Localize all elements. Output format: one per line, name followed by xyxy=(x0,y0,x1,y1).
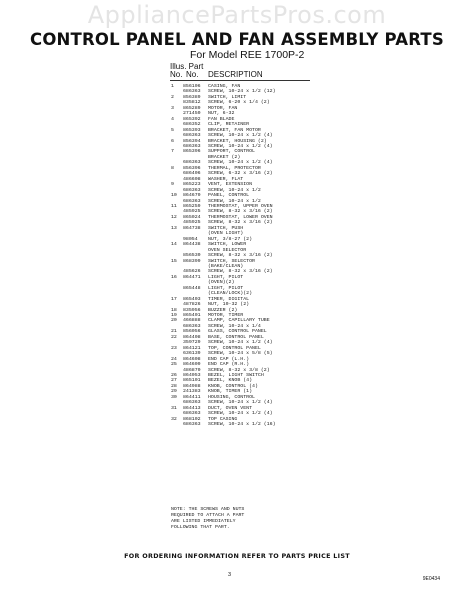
part-number: 864670 xyxy=(183,193,201,199)
part-number: 868399 xyxy=(183,258,201,264)
illus-number: 23 xyxy=(171,345,177,351)
part-number: 864408 xyxy=(183,334,201,340)
part-description: KNOB, TIMER (1) xyxy=(208,389,253,395)
part-description: SWITCH, LOWER xyxy=(208,242,247,248)
illus-number: 13 xyxy=(171,225,177,231)
part-description: SCREW, 10-24 x 1/2 (4) xyxy=(208,411,273,417)
illus-number: 28 xyxy=(171,383,177,389)
illus-number: 10 xyxy=(171,193,177,199)
illus-number: 27 xyxy=(171,378,177,384)
part-description: BRACKET, HOUSING (2) xyxy=(208,138,267,144)
part-number: 856389 xyxy=(183,94,201,100)
part-description: CLAMP, CAPILLARY TUBE xyxy=(208,318,270,324)
part-number: 865403 xyxy=(183,296,201,302)
part-description: SCREW, 10-24 x 1/2 (4) xyxy=(208,160,273,166)
part-number: 686363 xyxy=(183,187,201,193)
part-description: HOUSING, CONTROL xyxy=(208,394,255,400)
note-line: NOTE: THE SCREWS AND NUTS xyxy=(171,507,245,512)
part-description: PANEL, CONTROL xyxy=(208,193,250,199)
part-description: SCREW, 8-32 x 3/8 (2) xyxy=(208,367,270,373)
part-number: 868102 xyxy=(183,416,201,422)
part-description: SCREW, 10-24 x 1/2 (4) xyxy=(208,340,273,346)
column-header-description: DESCRIPTION xyxy=(208,70,263,79)
illus-number: 5 xyxy=(171,127,174,133)
part-description: END CAP (L.H.) xyxy=(208,356,250,362)
part-description: SCREW, 6-32 x 3/16 (2) xyxy=(208,171,273,177)
illus-number: 8 xyxy=(171,165,174,171)
part-description: THERMAL, PROTECTOR xyxy=(208,165,261,171)
part-description: BASE, CONTROL PANEL xyxy=(208,334,264,340)
part-description: BEZEL, KNOB (4) xyxy=(208,378,253,384)
part-number: 686352 xyxy=(183,122,201,128)
part-number: 271450 xyxy=(183,111,201,117)
illus-number: 17 xyxy=(171,296,177,302)
parts-list-row xyxy=(171,422,401,427)
parts-list xyxy=(171,84,401,428)
illus-number: 30 xyxy=(171,394,177,400)
note-line: ARE LISTED IMMEDIATELY xyxy=(171,519,236,524)
part-number: 856394 xyxy=(183,138,201,144)
illus-number: 11 xyxy=(171,203,177,209)
part-description: OVEN SELECTOR xyxy=(208,247,247,253)
part-number: 864988 xyxy=(183,383,201,389)
part-number: 98054 xyxy=(183,236,198,242)
note-line: REQUIRED TO ATTACH A PART xyxy=(171,513,245,518)
illus-number: 9 xyxy=(171,182,174,188)
part-description: (CLEAN/LOCK)(2) xyxy=(208,291,253,297)
part-number: 359729 xyxy=(183,340,201,346)
ordering-footer: FOR ORDERING INFORMATION REFER TO PARTS PRICE LIST xyxy=(124,552,350,560)
illus-number: 31 xyxy=(171,405,177,411)
illus-number: 21 xyxy=(171,329,177,335)
page-title: CONTROL PANEL AND FAN ASSEMBLY PARTS xyxy=(30,30,444,49)
column-header-no: No. xyxy=(170,70,183,79)
part-description: KNOB, CONTROL (4) xyxy=(208,383,258,389)
part-number: 486608 xyxy=(183,176,201,182)
note-block xyxy=(171,507,244,531)
part-number: 865259 xyxy=(183,203,201,209)
part-number: 686363 xyxy=(183,143,201,149)
part-description: SWITCH, PUSH xyxy=(208,225,244,231)
part-description: SCREW, 10-24 x 1/4 xyxy=(208,323,261,329)
column-header-no2: No. xyxy=(186,70,199,79)
part-description: CLIP, RETAINER xyxy=(208,122,250,128)
part-number: 865289 xyxy=(183,105,201,111)
part-number: 864413 xyxy=(183,405,201,411)
part-description: SWITCH, SELECTOR xyxy=(208,258,255,264)
illus-number: 20 xyxy=(171,318,177,324)
part-number: 856056 xyxy=(183,329,201,335)
illus-number: 16 xyxy=(171,274,177,280)
part-description: FAN BLADE xyxy=(208,116,235,122)
part-number: 485925 xyxy=(183,220,201,226)
illus-number: 19 xyxy=(171,313,177,319)
model-line: For Model REE 1700P-2 xyxy=(190,49,305,61)
part-description: SCREW, 10-24 x 5/8 (5) xyxy=(208,351,273,357)
part-description: DUCT, OVEN VENT xyxy=(208,405,253,411)
illus-number: 6 xyxy=(171,138,174,144)
document-code: 9E0434 xyxy=(422,576,440,582)
part-description: SUPPORT, CONTROL xyxy=(208,149,255,155)
part-number: 686406 xyxy=(183,171,201,177)
part-description: WASHER, FLAT xyxy=(208,176,244,182)
illus-number: 1 xyxy=(171,84,174,89)
part-description: (OVEN)(2) xyxy=(208,280,235,286)
part-number: 856396 xyxy=(183,165,201,171)
part-number: 865392 xyxy=(183,116,201,122)
part-description: SCREW, 8-32 x 3/16 (2) xyxy=(208,209,273,215)
note-line: FOLLOWING THAT PART. xyxy=(171,525,230,530)
part-number: 865223 xyxy=(183,182,201,188)
part-description: SCREW, 8-32 x 3/16 (2) xyxy=(208,220,273,226)
part-description: TOP, CONTROL PANEL xyxy=(208,345,261,351)
part-description: (BAKE/CLEAN) xyxy=(208,263,244,269)
part-description: MOTOR, FAN xyxy=(208,105,238,111)
part-description: END CAP (R.H.) xyxy=(208,362,250,368)
part-number: 865401 xyxy=(183,313,201,319)
part-description: BEZEL, LIGHT SWITCH xyxy=(208,373,264,379)
part-number: 865448 xyxy=(183,285,201,291)
illus-number: 18 xyxy=(171,307,177,313)
part-description: SWITCH, LIMIT xyxy=(208,94,247,100)
part-number: 856530 xyxy=(183,253,201,259)
column-header-row xyxy=(170,70,263,79)
part-description: SCREW, 8-32 x 3/16 (2) xyxy=(208,253,273,259)
part-number: 835956 xyxy=(183,307,201,313)
part-description: SCREW, 10-24 x 1/2 xyxy=(208,187,261,193)
part-number: 686363 xyxy=(183,422,201,428)
part-number: 686363 xyxy=(183,411,201,417)
part-number: 864053 xyxy=(183,373,201,379)
part-description: SCREW, 10-24 x 1/2 xyxy=(208,198,261,204)
part-number: 864738 xyxy=(183,225,201,231)
part-description: BUZZER (2) xyxy=(208,307,238,313)
column-header-illus-part: Illus. Part xyxy=(170,62,204,71)
part-number: 865393 xyxy=(183,127,201,133)
watermark-text: AppliancePartsPros.com xyxy=(87,1,387,29)
illus-number: 25 xyxy=(171,362,177,368)
illus-number: 12 xyxy=(171,214,177,220)
part-description: LIGHT, PILOT xyxy=(208,285,244,291)
part-number: 686363 xyxy=(183,323,201,329)
part-description: BRACKET, FAN MOTOR xyxy=(208,127,261,133)
part-number: 864121 xyxy=(183,345,201,351)
part-number: 864608 xyxy=(183,356,201,362)
part-number: 487826 xyxy=(183,302,201,308)
illus-number: 22 xyxy=(171,334,177,340)
part-description: SCREW, 10-24 x 1/2 (12) xyxy=(208,89,276,95)
part-description: TOP CASING xyxy=(208,416,238,422)
part-number: 636139 xyxy=(183,351,201,357)
part-number: 241383 xyxy=(183,389,201,395)
part-number: 486870 xyxy=(183,367,201,373)
part-description: NUT, 10-32 (2) xyxy=(208,302,250,308)
part-number: 686363 xyxy=(183,89,201,95)
illus-number: 26 xyxy=(171,373,177,379)
part-number: 865024 xyxy=(183,214,201,220)
part-number: 686363 xyxy=(183,133,201,139)
part-description: SCREW, 10-24 x 1/2 (4) xyxy=(208,400,273,406)
part-description: (OVEN LIGHT) xyxy=(208,231,244,237)
part-number: 485925 xyxy=(183,209,201,215)
part-number: 864609 xyxy=(183,362,201,368)
illus-number: 4 xyxy=(171,116,174,122)
part-description: LIGHT, PILOT xyxy=(208,274,244,280)
part-description: BRACKET (2) xyxy=(208,154,241,160)
part-description: SCREW, 10-24 x 1/2 (16) xyxy=(208,422,276,428)
part-description: NUT, 6-32 xyxy=(208,111,235,117)
illus-number: 29 xyxy=(171,389,177,395)
part-description: THERMOSTAT, UPPER OVEN xyxy=(208,203,273,209)
part-description: SCREW, 8-32 x 3/16 (2) xyxy=(208,269,273,275)
part-number: 864471 xyxy=(183,274,201,280)
part-description: TIMER, DIGITAL xyxy=(208,296,250,302)
part-description: VENT, EXTENSION xyxy=(208,182,253,188)
illus-number: 24 xyxy=(171,356,177,362)
part-number: 865396 xyxy=(183,149,201,155)
part-description: THERMOSTAT, LOWER OVEN xyxy=(208,214,273,220)
part-description: NUT, 3/8-27 (2) xyxy=(208,236,253,242)
part-description: MOTOR, TIMER xyxy=(208,313,244,319)
part-number: 864438 xyxy=(183,242,201,248)
part-number: 864411 xyxy=(183,394,201,400)
part-number: 485626 xyxy=(183,269,201,275)
part-description: SCREW, 6-20 x 1/4 (2) xyxy=(208,100,270,106)
illus-number: 2 xyxy=(171,94,174,100)
page-number: 3 xyxy=(228,572,232,578)
header-rule xyxy=(170,80,310,81)
part-description: SCREW, 10-24 x 1/2 (4) xyxy=(208,143,273,149)
part-number: 686363 xyxy=(183,400,201,406)
part-number: 856106 xyxy=(183,84,201,89)
part-number: 466888 xyxy=(183,318,201,324)
part-number: 686363 xyxy=(183,160,201,166)
illus-number: 7 xyxy=(171,149,174,155)
part-description: SCREW, 10-24 x 1/2 (4) xyxy=(208,133,273,139)
illus-number: 32 xyxy=(171,416,177,422)
part-number: 835812 xyxy=(183,100,201,106)
illus-number: 14 xyxy=(171,242,177,248)
part-number: 686363 xyxy=(183,198,201,204)
part-description: CASING, FAN xyxy=(208,84,241,89)
illus-number: 3 xyxy=(171,105,174,111)
part-number: 865101 xyxy=(183,378,201,384)
illus-number: 15 xyxy=(171,258,177,264)
part-description: GLASS, CONTROL PANEL xyxy=(208,329,267,335)
